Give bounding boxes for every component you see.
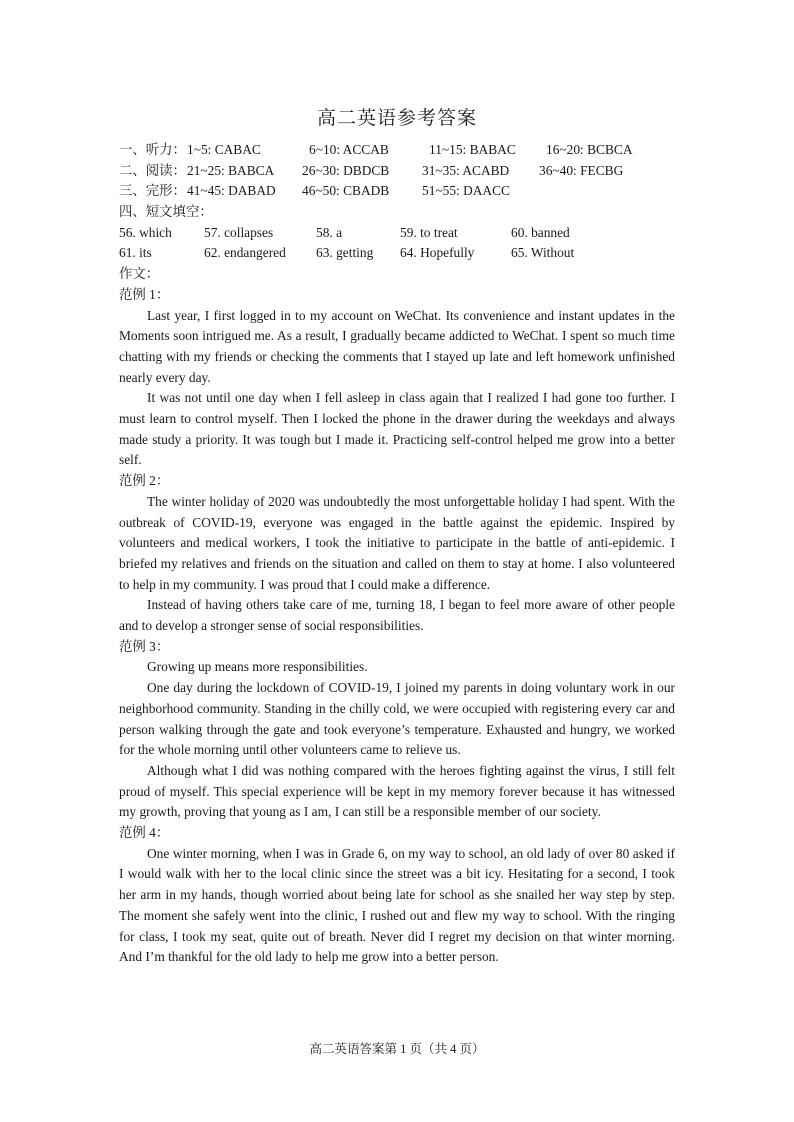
answer-group: 31~35: ACABD <box>422 162 510 178</box>
example-1-paragraph: It was not until one day when I fell asleep in class again that I realized I had gone too further. I must learn to control myself. Then I locked the phone in the drawer during the weekdays and always made study a priority. It was tough but I made it. Practicing self-control helped me grow into a better self. <box>119 390 675 468</box>
example-4-label: 范例 4： <box>119 825 170 841</box>
example-2-label: 范例 2： <box>119 473 170 489</box>
answer-group: 16~20: BCBCA <box>546 142 633 157</box>
example-1-paragraph: Last year, I first logged in to my account on WeChat. Its convenience and instant updates in the Moments soon intrigued me. As a result, I gradually became addicted to WeChat. I spent so much time chatting with my friends or checking the comments that I stayed up late and left homework unfinished nearly every day. <box>119 307 675 385</box>
answer-group: 21~25: BABCA <box>187 162 275 178</box>
answer-group: 46~50: CBADB <box>302 183 390 199</box>
fill-answers-row-2 <box>119 243 675 264</box>
example-3-paragraph: One day during the lockdown of COVID-19, I joined my parents in doing voluntary work in our neighborhood community. Standing in the chilly cold, we were occupied with registering every car and person walking through the gate and took everyone’s temperature. Exhausted and hungry, we worked for the whole morning until other volunteers came to relieve us. <box>119 680 675 758</box>
fill-answer: 57. collapses <box>204 224 274 240</box>
reading-label: 二、阅读： <box>119 162 186 178</box>
fill-answer: 58. a <box>316 224 343 240</box>
fill-answer: 64. Hopefully <box>400 245 475 261</box>
answer-group: 11~15: BABAC <box>429 142 516 157</box>
fill-answer: 59. to treat <box>400 224 458 240</box>
example-3-label: 范例 3： <box>119 638 170 654</box>
page-footer: 高二英语答案第 1 页（共 4 页） <box>309 1042 485 1056</box>
listening-label: 一、听力： <box>119 142 186 157</box>
fill-answer: 62. endangered <box>204 245 286 261</box>
fill-label: 四、短文填空： <box>119 204 213 220</box>
answer-group: 6~10: ACCAB <box>309 142 389 157</box>
answer-group: 26~30: DBDCB <box>302 162 390 178</box>
fill-answer: 56. which <box>119 224 172 240</box>
cloze-label: 三、完形： <box>119 183 186 199</box>
example-3-paragraph: Growing up means more responsibilities. <box>147 659 368 675</box>
answer-group: 51~55: DAACC <box>422 183 510 199</box>
example-4-paragraph: One winter morning, when I was in Grade 6, on my way to school, an old lady of over 80 asked if I would walk with her to the local clinic since the street was a bit icy. Hesitating for a second, I took her arm in my hands, though worried about being late for school as she snailed her way step by step. The moment she safely went into the clinic, I rushed out and flew my way to school. With the ringing for class, I took my seat, quite out of breath. Never did I regret my decision on that winter morning. And I’m thankful for the old lady to help me grow into a better person. <box>119 845 675 965</box>
writing-label: 作文： <box>119 266 160 282</box>
answer-group: 36~40: FECBG <box>539 162 624 178</box>
example-3-paragraph: Although what I did was nothing compared with the heroes fighting against the virus, I still felt proud of myself. This special experience will be kept in my memory forever because it has witnessed my growth, proving that young as I am, I can still be a responsible member of our society. <box>119 762 675 820</box>
fill-answer: 63. getting <box>316 245 374 261</box>
example-2-paragraph: The winter holiday of 2020 was undoubtedly the most unforgettable holiday I had spent. With the outbreak of COVID-19, everyone was engaged in the battle against the epidemic. Inspired by volunteers and medical workers, I took the initiative to participate in the battle of anti-epidemic. I briefed my relatives and friends on the situation and called on them to stay at home. I also volunteered to help in my community. I was proud that I could make a difference. <box>119 493 675 592</box>
reading-answers <box>119 161 675 182</box>
listening-answers <box>119 140 675 161</box>
example-1-label: 范例 1： <box>119 286 170 302</box>
cloze-answers <box>119 181 675 202</box>
answer-group: 1~5: CABAC <box>187 142 261 157</box>
fill-answer: 61. its <box>119 245 152 261</box>
answer-content <box>119 140 675 968</box>
fill-answer: 60. banned <box>511 224 570 240</box>
fill-answers-row-1 <box>119 223 675 244</box>
answer-group: 41~45: DABAD <box>187 183 276 199</box>
page-title: 高二英语参考答案 <box>316 108 477 129</box>
fill-answer: 65. Without <box>511 245 575 261</box>
example-2-paragraph: Instead of having others take care of me, turning 18, I began to feel more aware of other people and to develop a stronger sense of social responsibilities. <box>119 597 675 634</box>
